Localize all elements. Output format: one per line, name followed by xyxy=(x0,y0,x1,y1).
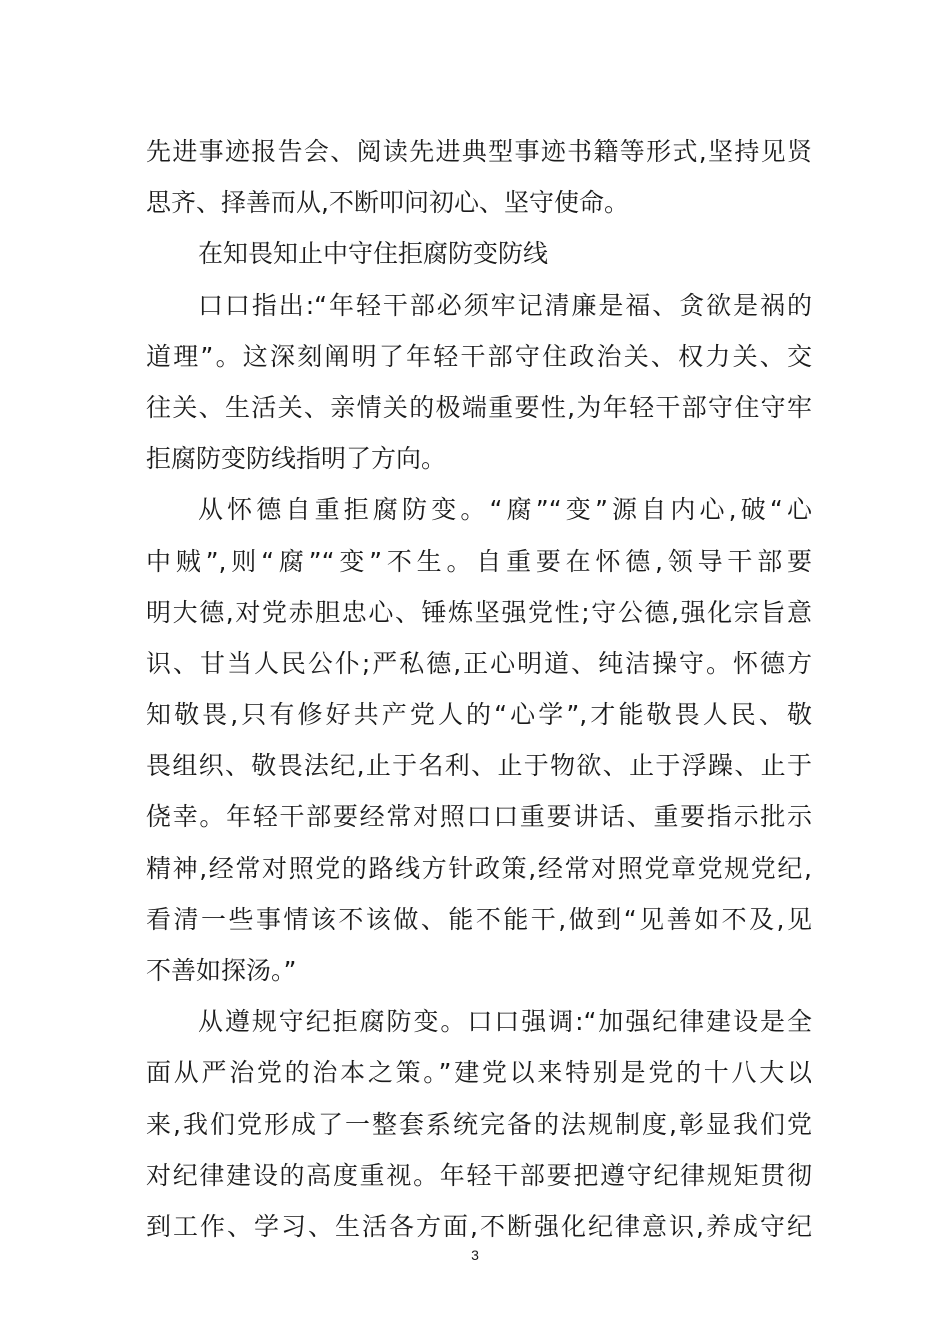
text-line: 精神,经常对照党的路线方针政策,经常对照党章党规党纪, xyxy=(146,853,812,883)
text-line: 拒腐防变防线指明了方向。 xyxy=(146,444,447,474)
text-line: 侥幸。年轻干部要经常对照口口重要讲话、重要指示批示 xyxy=(146,802,812,832)
text-line: 道理”。这深刻阐明了年轻干部守住政治关、权力关、交 xyxy=(146,341,812,371)
text-line: 面从严治党的治本之策。”建党以来特别是党的十八大以 xyxy=(146,1058,812,1088)
text-line: 对纪律建设的高度重视。年轻干部要把遵守纪律规矩贯彻 xyxy=(146,1160,812,1190)
text-line: 中贼”,则“腐”“变”不生。自重要在怀德,领导干部要 xyxy=(146,546,812,576)
text-line: 知敬畏,只有修好共产党人的“心学”,才能敬畏人民、敬 xyxy=(146,700,812,730)
text-line: 到工作、学习、生活各方面,不断强化纪律意识,养成守纪 xyxy=(146,1211,812,1241)
paragraph-first-line: 从遵规守纪拒腐防变。口口强调:“加强纪律建设是全 xyxy=(198,1007,812,1037)
text-line: 先进事迹报告会、阅读先进典型事迹书籍等形式,坚持见贤 xyxy=(146,137,812,166)
text-line: 看清一些事情该不该做、能不能干,做到“见善如不及,见 xyxy=(146,904,812,934)
text-line: 往关、生活关、亲情关的极端重要性,为年轻干部守住守牢 xyxy=(146,392,812,422)
paragraph-first-line: 从怀德自重拒腐防变。“腐”“变”源自内心,破“心 xyxy=(198,495,812,525)
page-number: 3 xyxy=(471,1247,479,1263)
text-line: 识、甘当人民公仆;严私德,正心明道、纯洁操守。怀德方 xyxy=(146,648,812,678)
paragraph-first-line: 口口指出:“年轻干部必须牢记清廉是福、贪欲是祸的 xyxy=(198,290,812,320)
document-body xyxy=(146,126,812,1252)
text-line: 来,我们党形成了一整套系统完备的法规制度,彰显我们党 xyxy=(146,1109,812,1139)
text-line: 不善如探汤。” xyxy=(146,956,297,985)
text-line: 明大德,对党赤胆忠心、锤炼坚强党性;守公德,强化宗旨意 xyxy=(146,597,812,627)
text-line: 思齐、择善而从,不断叩问初心、坚守使命。 xyxy=(146,188,629,218)
text-line: 畏组织、敬畏法纪,止于名利、止于物欲、止于浮躁、止于 xyxy=(146,751,812,781)
section-heading: 在知畏知止中守住拒腐防变防线 xyxy=(198,239,549,269)
